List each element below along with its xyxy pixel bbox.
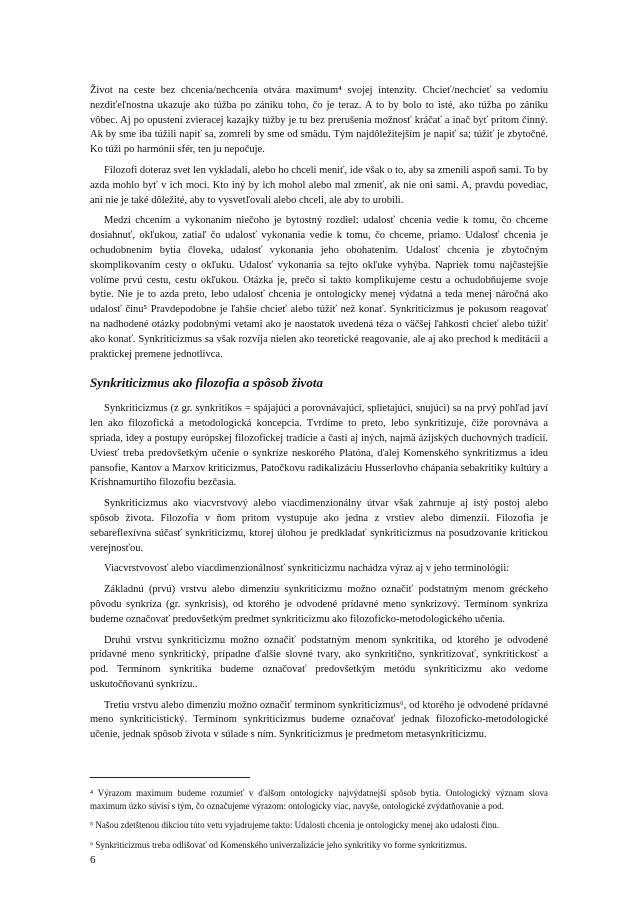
paragraph-terminology-intro: Viacvrstvovosť alebo viacdimenzionálnosť synkriticizmu nachádza výraz aj v jeho terminológii: (104, 563, 510, 575)
page-body (90, 84, 548, 858)
paragraph-second-layer: Druhú vrstvu synkriticizmu možno označiť podstatným menom synkritika, od ktorého je odvodené prídavné meno synkritický, prípadne ďalšie slovné tvary, ako synkritično, synkritizovať, synkritickosť a pod. Termínom synkritika budeme označovať predovšetkým metódu synkriticizmu ako vedome uskutočňovanú synkrízu.. (90, 634, 548, 690)
footnote-6: ⁶ Synkriticizmus treba odlišovať od Komenského univerzalizácie jeho synkritiky vo forme synkritizmus. (90, 839, 467, 850)
paragraph-philosophers: Filozofi doteraz svet len vykladali, alebo ho chceli meniť, ide však o to, aby sa zmenili aspoň sami. To by azda mohlo byť v ich moci. Kto iný by ich mohol alebo mal zmeniť, ak nie oni sami. A, pravdu povediac, ani nie je také dôležité, aby to vysvetľovali alebo chceli, ale aby to urobili. (90, 164, 548, 206)
footnote-divider (90, 777, 250, 778)
page-number: 6 (90, 854, 96, 866)
paragraph-synkriticizmus-definition: Synkriticizmus (z gr. synkritikos = spájajúci a porovnávajúci, splietajúci, snujúci) sa na prvý pohľad javí len ako filozofická a metodologická koncepcia. Tvrdíme to preto, lebo synkritizuje, čiže porovnáva a spriada, idey a postupy európskej filozofickej tradície a časti aj iných, najmä ázijských duchovných tradícií. Uviesť treba predovšetkým učenie o synkríze neskorého Platóna, ďalej Komenského synkritizmus a ideu pansofie, Kantov a Marxov kriticizmus, Patočkovu radikalizáciu Husserlovho chápania sebakritiky kultúry a Krishnamurtiho filozofiu bezčasia. (90, 403, 548, 489)
paragraph-first-layer: Základnú (prvú) vrstvu alebo dimenziu synkriticizmu možno označiť podstatným menom gréckeho pôvodu synkríza (gr. synkrisis), od ktorého je odvodené prídavné meno synkrizový. Termínom synkríza budeme označovať predovšetkým predmet synkriticizmu ako filozoficko-metodologického učenia. (90, 584, 548, 625)
footnote-4: ⁴ Výrazom maximum budeme rozumieť v ďalšom ontologicky najvýdatnejší spôsob bytia. Ontologický význam slova maximum úzko súvisí s tým, čo označujeme výrazom: ontologicky viac, navyše, ontologické zvýdatňovanie a pod. (90, 788, 548, 811)
paragraph-intro: Život na ceste bez chcenia/nechcenia otvára maximum⁴ svojej intenzity. Chcieť/nechcieť sa vedomiu nezdiťeľnostna ukazuje ako túžba po zániku toho, čo je teraz. A to by bolo to isté, ako túžba po zániku vôbec. Aj po opustení zvieracej kazajky túžby je tu bez prerušenia možnosť kráčať a inač byť pritom činný. Ak by sme iba túžili napiť sa, zomreli by sme od smädu. Tým najdôležitejším je napiť sa; túžiť je zbytočné. Ko túži po harmónii sfér, ten ju nepočuje. (90, 85, 548, 156)
paragraph-will-vs-deed: Medzi chcením a vykonaním niečoho je bytostný rozdiel: udalosť chcenia vedie k tomu, čo chceme dosiahnuť, okľukou, zatiaľ čo udalosť vykonania vedie k tomu, čo chceme, priamo. Udalosť chcenia je ochudobnením bytia človeka, udalosť vykonania jeho obohatením. Udalosť chcenia je zbytočným skomplikovaním cesty o okľuku. Udalosť vykonania sa tejto okľuke vyhýba. Napriek tomu najčastejšie volíme prvú cestu, cestu okľukou. Otázka je, prečo si takto komplikujeme cestu a ochudobňujeme svoje bytie. Nie je to azda preto, lebo udalosť chcenia je ontologicky menej výdatná a teda menej náročná ako udalosť činu⁵ Pravdepodobne je ľahšie chcieť alebo túžiť než konať. Synkriticizmus je pokusom reagovať na nadhodené otázky podobnými vetami ako je naostatok uvedená téza o väčšej ľahkosti chcieť alebo túžiť ako konať. Synkriticizmus sa však rozvíja nielen ako teoretické reagovanie, ale aj ako prechod k meditácii a praktickej premene jednotlivca. (90, 215, 548, 360)
footnote-5: ⁵ Našou zdetštenou dikciou túto vetu vyjadrujeme takto: Udalosti chcenia je ontologicky menej ako udalosti činu. (90, 820, 500, 831)
section-heading: Synkriticizmus ako filozofia a spôsob života (90, 375, 323, 391)
paragraph-third-layer: Tretiu vrstvu alebo dimenziu možno označiť termínom synkriticizmus⁶, od ktorého je odvodené prídavné meno synkriticistický. Termínom synkriticizmus budeme označovať jednak filozoficko-metodologické učenie, jednak spôsob života v súlade s ním. Synkriticizmus je predmetom metasynkriticizmu. (90, 699, 548, 741)
paragraph-multilayer: Synkriticizmus ako viacvrstvový alebo viacdimenzionálny útvar však zahrnuje aj istý postoj alebo spôsob života. Filozofia v ňom pritom vystupuje ako jedna z vrstiev alebo dimenzií. Filozofia je sebareflexívna súčasť synkriticizmu, ktorej úlohou je predkladať synkriticizmus na posudzovanie kritickou verejnosťou. (90, 498, 548, 554)
